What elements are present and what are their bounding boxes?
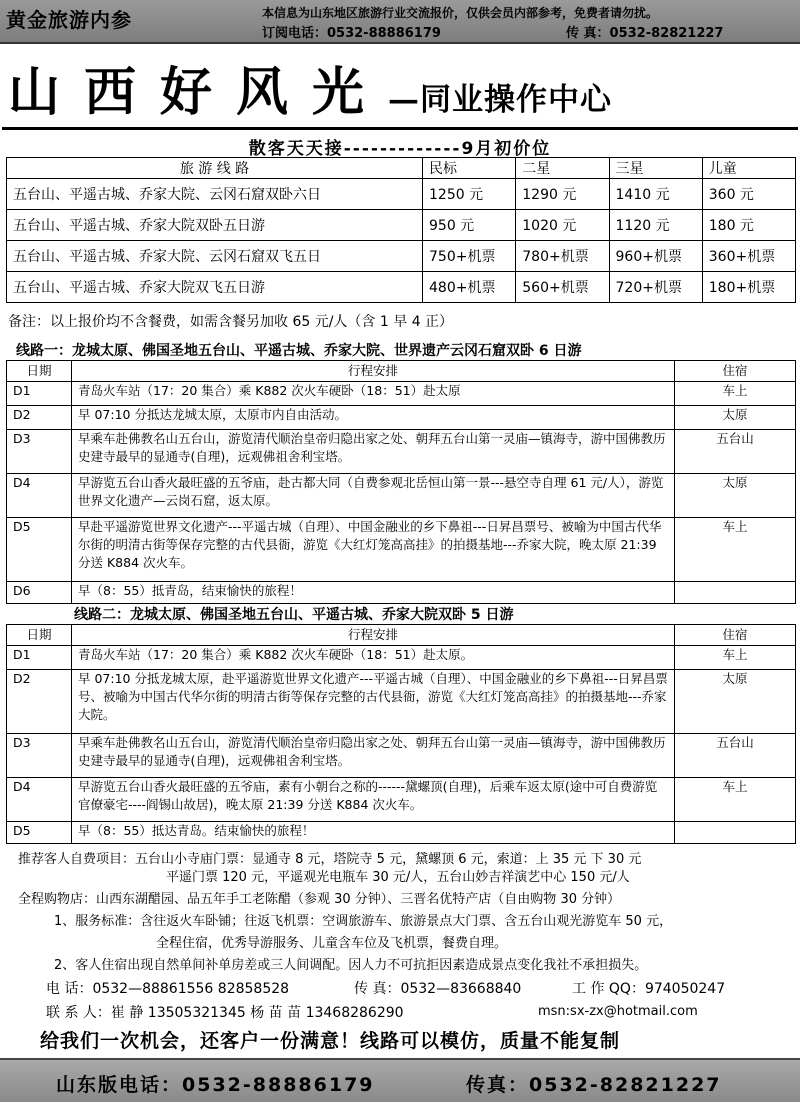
day-label: D4 (7, 474, 72, 518)
itinerary-row (7, 518, 796, 582)
day-stay: 车上 (675, 778, 796, 822)
price-row (7, 272, 796, 303)
service-line-2: 全程住宿，优秀导游服务、儿童含车位及飞机票，餐费自理。 (156, 936, 508, 951)
col-three-star: 三星 (609, 158, 702, 179)
price-standard: 950 元 (423, 210, 516, 241)
day-label: D5 (7, 822, 72, 844)
title-main: 山西好风光 (8, 62, 389, 123)
order-phone: 订阅电话：0532-88886179 (262, 26, 441, 41)
price-header-row (7, 158, 796, 179)
price-two-star: 780+机票 (516, 241, 609, 272)
itinerary-row (7, 474, 796, 518)
itinerary-header-row (7, 361, 796, 382)
price-standard: 750+机票 (423, 241, 516, 272)
day-stay (675, 582, 796, 604)
day-schedule: 青岛火车站（17：20 集合）乘 K882 次火车硬卧（18：51）赴太原。 (72, 646, 675, 670)
line1-title: 线路一：龙城太原、佛国圣地五台山、平遥古城、乔家大院、世界遗产云冈石窟双卧 6 日游 (16, 343, 582, 359)
col-standard: 民标 (423, 158, 516, 179)
price-note: 备注：以上报价均不含餐费，如需含餐另加收 65 元/人（含 1 早 4 正） (8, 314, 454, 330)
day-stay: 太原 (675, 474, 796, 518)
day-label: D6 (7, 582, 72, 604)
line2-title: 线路二：龙城太原、佛国圣地五台山、平遥古城、乔家大院双卧 5 日游 (74, 607, 514, 623)
day-schedule: 青岛火车站（17：20 集合）乘 K882 次火车硬卧（18：51）赴太原 (72, 382, 675, 406)
price-table (6, 157, 796, 303)
col-stay: 住宿 (675, 625, 796, 646)
day-schedule: 早赴平遥游览世界文化遗产---平遥古城（自理）、中国金融业的乡下鼻祖---日昇昌票号、被喻为中国古代华尔街的明清古街等保存完整的古代县衙，游览《大红灯笼高高挂》的拍摄基地---乔家大院，晚太原 21:39 分送 K884 次火车。 (72, 518, 675, 582)
col-route: 旅 游 线 路 (7, 158, 423, 179)
title-divider (2, 127, 798, 130)
price-heading: 散客天天接-------------9月初价位 (248, 139, 552, 159)
itinerary-header-row (7, 625, 796, 646)
price-row (7, 210, 796, 241)
itinerary-row (7, 582, 796, 604)
route-name: 五台山、平遥古城、乔家大院双卧五日游 (7, 210, 423, 241)
price-two-star: 560+机票 (516, 272, 609, 303)
price-row (7, 179, 796, 210)
price-child: 360 元 (702, 179, 795, 210)
line2-itinerary-table (6, 624, 796, 844)
itinerary-row (7, 646, 796, 670)
day-label: D1 (7, 382, 72, 406)
day-stay: 太原 (675, 670, 796, 734)
price-child: 180 元 (702, 210, 795, 241)
day-label: D2 (7, 406, 72, 430)
day-schedule: 早（8：55）抵达青岛。结束愉快的旅程！ (72, 822, 675, 844)
top-header (0, 0, 800, 44)
day-stay: 太原 (675, 406, 796, 430)
col-day: 日期 (7, 361, 72, 382)
self-pay-line-1: 推荐客人自费项目：五台山小寺庙门票：显通寺 8 元，塔院寺 5 元，黛螺顶 6 元，索道：上 35 元 下 30 元 (18, 852, 642, 867)
route-name: 五台山、平遥古城、乔家大院、云冈石窟双卧六日 (7, 179, 423, 210)
service-line-1: 1、服务标准：含往返火车卧铺；往返飞机票：空调旅游车、旅游景点大门票、含五台山观光游览车 50 元， (54, 914, 673, 929)
shopping-line: 全程购物店：山西东湖醋园、品五年手工老陈醋（参观 30 分钟）、三晋名优特产店（自由购物 30 分钟） (18, 892, 621, 907)
day-stay (675, 822, 796, 844)
slogan: 给我们一次机会，还客户一份满意！线路可以模仿，质量不能复制 (40, 1030, 621, 1052)
price-three-star: 1120 元 (609, 210, 702, 241)
day-stay: 五台山 (675, 734, 796, 778)
price-standard: 1250 元 (423, 179, 516, 210)
price-three-star: 1410 元 (609, 179, 702, 210)
col-stay: 住宿 (675, 361, 796, 382)
price-child: 360+机票 (702, 241, 795, 272)
line1-itinerary-table (6, 360, 796, 604)
day-schedule: 早乘车赴佛教名山五台山，游览清代顺治皇帝归隐出家之处、朝拜五台山第一灵庙—镇海寺，游中国佛教历史建寺最早的显通寺(自理)，远观佛祖舍利宝塔。 (72, 734, 675, 778)
col-day: 日期 (7, 625, 72, 646)
day-label: D3 (7, 734, 72, 778)
day-schedule: 早游览五台山香火最旺盛的五爷庙，素有小朝台之称的------黛螺顶(自理)，后乘车返太原(途中可自费游览官僚豪宅----阎锡山故居)，晚太原 21:39 分送 K884 次火车。 (72, 778, 675, 822)
day-label: D1 (7, 646, 72, 670)
itinerary-row (7, 778, 796, 822)
price-standard: 480+机票 (423, 272, 516, 303)
title-sub: —同业操作中心 (388, 82, 613, 118)
bottom-fax: 传真：0532-82821227 (466, 1074, 722, 1096)
price-three-star: 720+机票 (609, 272, 702, 303)
itinerary-row (7, 382, 796, 406)
contact-phone: 电 话：0532—88861556 82858528 (46, 981, 290, 997)
price-three-star: 960+机票 (609, 241, 702, 272)
contact-fax: 传 真：0532—83668840 (354, 981, 522, 997)
col-schedule: 行程安排 (72, 361, 675, 382)
day-schedule: 早 07:10 分抵龙城太原，赴平遥游览世界文化遗产---平遥古城（自理）、中国金融业的乡下鼻祖---日昇昌票号、被喻为中国古代华尔街的明清古街等保存完整的古代县衙，游览《大红灯笼高高挂》的拍摄基地---乔家大院。 (72, 670, 675, 734)
price-two-star: 1290 元 (516, 179, 609, 210)
header-fax: 传 真：0532-82821227 (566, 26, 724, 41)
brand-title: 黄金旅游内参 (6, 8, 132, 32)
price-row (7, 241, 796, 272)
day-stay: 五台山 (675, 430, 796, 474)
self-pay-line-2: 平遥门票 120 元，平遥观光电瓶车 30 元/人，五台山妙吉祥演艺中心 150 元/人 (166, 870, 630, 885)
itinerary-row (7, 734, 796, 778)
header-notice: 本信息为山东地区旅游行业交流报价，仅供会员内部参考，免费者请勿扰。 (262, 6, 659, 20)
day-stay: 车上 (675, 646, 796, 670)
day-schedule: 早 07:10 分抵达龙城太原，太原市内自由活动。 (72, 406, 675, 430)
day-stay: 车上 (675, 382, 796, 406)
itinerary-row (7, 670, 796, 734)
col-schedule: 行程安排 (72, 625, 675, 646)
day-label: D4 (7, 778, 72, 822)
page-title (8, 50, 612, 125)
col-child: 儿童 (702, 158, 795, 179)
col-two-star: 二星 (516, 158, 609, 179)
route-name: 五台山、平遥古城、乔家大院双飞五日游 (7, 272, 423, 303)
price-two-star: 1020 元 (516, 210, 609, 241)
route-name: 五台山、平遥古城、乔家大院、云冈石窟双飞五日 (7, 241, 423, 272)
price-child: 180+机票 (702, 272, 795, 303)
day-schedule: 早游览五台山香火最旺盛的五爷庙，赴古都大同（自费参观北岳恒山第一景---悬空寺自理 61 元/人），游览世界文化遗产—云岗石窟，返太原。 (72, 474, 675, 518)
day-label: D2 (7, 670, 72, 734)
contact-msn: msn:sx-zx@hotmail.com (538, 1004, 698, 1019)
bottom-phone: 山东版电话：0532-88886179 (56, 1074, 375, 1096)
day-schedule: 早乘车赴佛教名山五台山，游览清代顺治皇帝归隐出家之处、朝拜五台山第一灵庙—镇海寺，游中国佛教历史建寺最早的显通寺(自理)，远观佛祖舍利宝塔。 (72, 430, 675, 474)
day-stay: 车上 (675, 518, 796, 582)
day-schedule: 早（8：55）抵青岛，结束愉快的旅程！ (72, 582, 675, 604)
itinerary-row (7, 406, 796, 430)
day-label: D5 (7, 518, 72, 582)
itinerary-row (7, 430, 796, 474)
contact-people: 联 系 人：崔 静 13505321345 杨 苗 苗 13468286290 (46, 1005, 404, 1021)
note-line-2: 2、客人住宿出现自然单间补单房差或三人间调配。因人力不可抗拒因素造成景点变化我社不承担损失。 (54, 958, 648, 973)
itinerary-row (7, 822, 796, 844)
bottom-bar (0, 1058, 800, 1102)
day-label: D3 (7, 430, 72, 474)
contact-qq: 工 作 QQ：974050247 (572, 981, 726, 997)
